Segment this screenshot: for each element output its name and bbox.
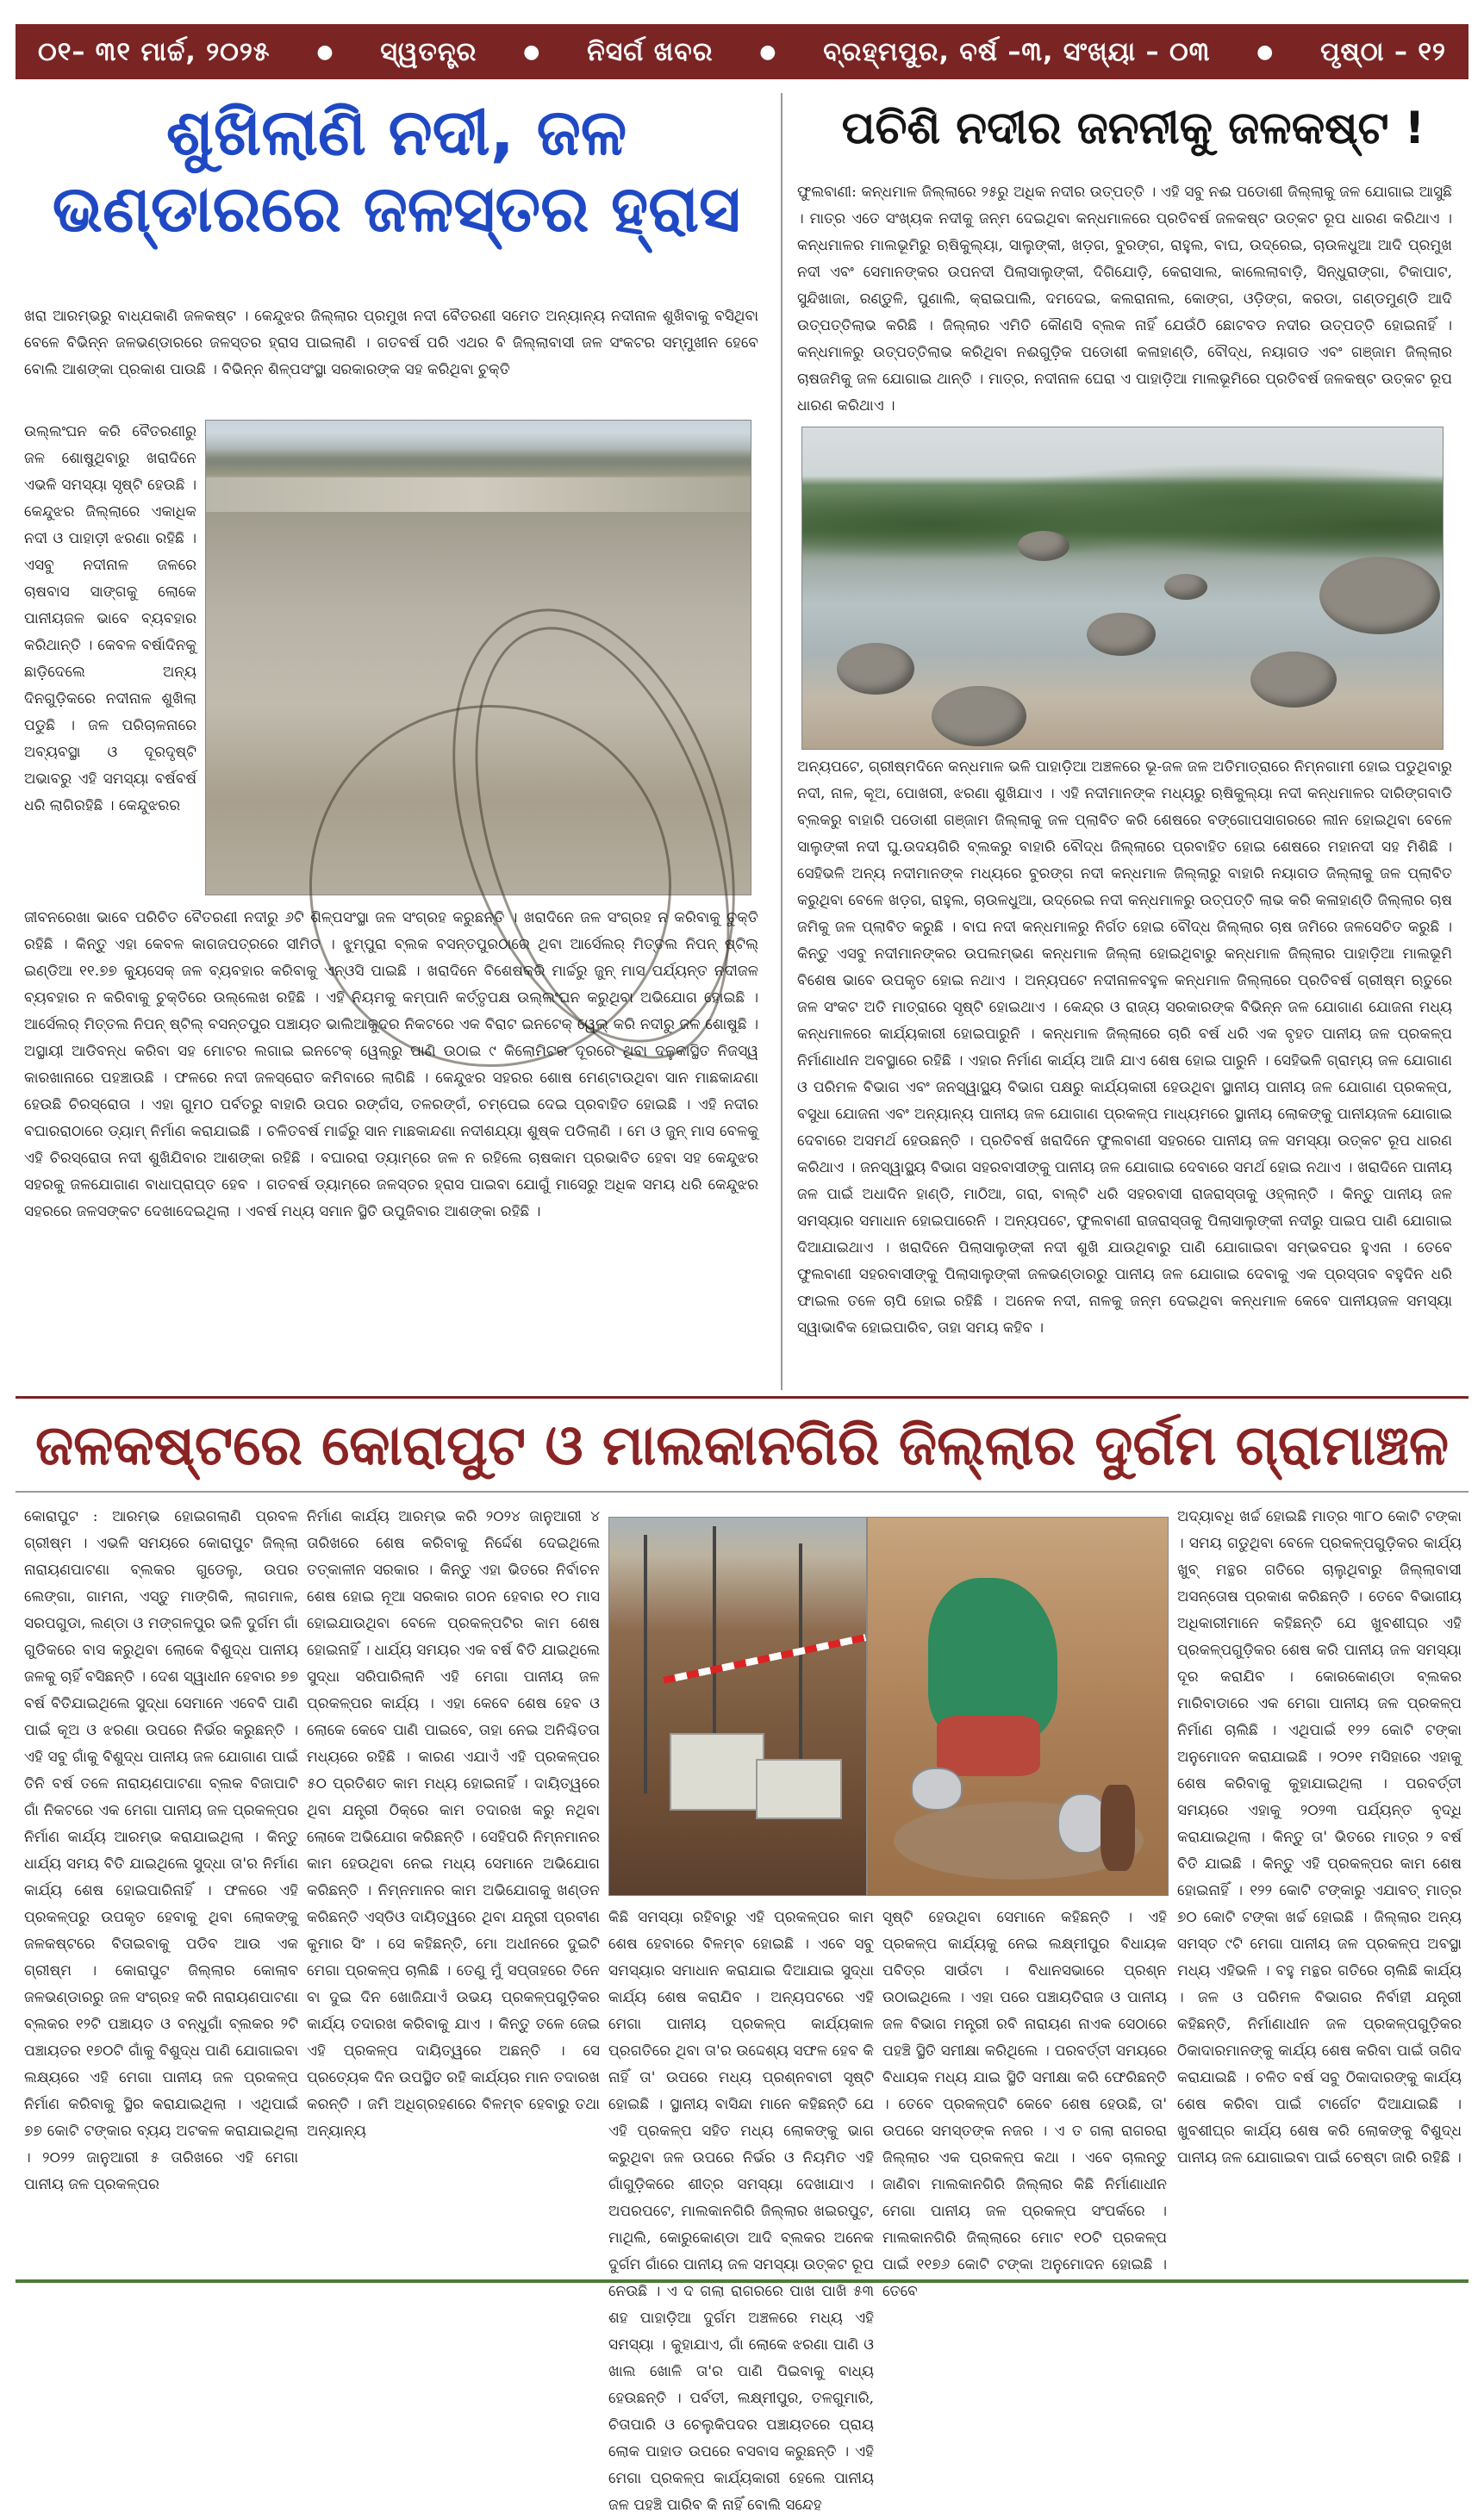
section-rule [16, 1396, 1468, 1399]
page-number: ପୃଷ୍ଠା – ୧୨ [1320, 36, 1446, 67]
woman-fetching-water-photo [867, 1517, 1169, 1896]
river-rocks-photo [801, 427, 1443, 750]
article1-body: ଜୀବନରେଖା ଭାବେ ପରିଚିତ ବୈତରଣୀ ନଦୀରୁ ୬ଟି ଶିଳ୍ପସଂସ୍ଥା ଜଳ ସଂଗ୍ରହ କରୁଛନ୍ତି । ଖରାଦିନେ ଜଳ ସଂଗ୍ରହ ନ କରିବାକୁ ଚୁକ୍ତି ରହିଛି । କିନ୍ତୁ ଏହା କେବଳ କାଗଜପତ୍ରରେ ସୀମିତ । ଝୁମ୍ପୁରା ବ୍ଲକ ବସନ୍ତପୁରଠାରେ ଥିବା ଆର୍ସେଲର୍ ମିତ୍ତଲ ନିପନ୍ ଷ୍ଟିଲ୍ ଇଣ୍ଡିଆ ୧୧.୭୭ କ୍ୟୁସେକ୍ ଜଳ ବ୍ୟବହାର କରିବାକୁ ଏନ୍ଓସି ପାଇଛି । ଖରାଦିନେ ବିଶେଷକରି ମାର୍ଚ୍ଚରୁ ଜୁନ୍ ମାସ ପର୍ଯ୍ୟନ୍ତ ନଦୀଜଳ ବ୍ୟବହାର ନ କରିବାକୁ ଚୁକ୍ତିରେ ଉଲ୍ଲେଖ ରହିଛି । ଏହି ନିୟମକୁ କମ୍ପାନି କର୍ତ୍ତୃପକ୍ଷ ଉଲ୍ଲଂଘନ କରୁଥିବା ଅଭିଯୋଗ ହୋଇଛି । ଆର୍ସେଲର୍ ମିତ୍ତଲ ନିପନ୍ ଷ୍ଟିଲ୍ ବସନ୍ତପୁର ପଞ୍ଚାୟତ ଭାଲିଆକୁଦର ନିକଟରେ ଏକ ବିରାଟ ଇନଟେକ୍ ୱେଲ୍ କରି ନଦୀରୁ ଜଳ ଶୋଷୁଛି । ଅସ୍ଥାୟୀ ଆଡିବନ୍ଧ କରିବା ସହ ମୋଟର ଲଗାଇ ଇନଟେକ୍ ୱେଲ୍ରୁ ପାଣି ଉଠାଇ ୯ କିଲୋମିଟର ଦୂରରେ ଥିବା ଦଳୁକାସ୍ଥିତ ନିଜସ୍ୱ କାରଖାନାରେ ପହଞ୍ଚାଉଛି । ଫଳରେ ନଦୀ ଜଳସ୍ରୋତ କମିବାରେ ଲାଗିଛି । କେନ୍ଦୁଝର ସହରର ଶୋଷ ମେଣ୍ଟାଉଥିବା ସାନ ମାଛକାନ୍ଦଣା ହେଉଛି ଚିରସ୍ରୋତା । ଏହା ଗୁମଠ ପର୍ବତରୁ ବାହାରି ଉପର ରଙ୍ଗଁସ, ତଳରଙ୍ଗଁ, ଚମ୍ପେଇ ଦେଇ ପ୍ରବାହିତ ହୋଇଛି । ଏହି ନଦୀର ବଘାରରାଠାରେ ଡ୍ୟାମ୍ ନିର୍ମାଣ କରାଯାଇଛି । ଚଳିତବର୍ଷ ମାର୍ଚ୍ଚରୁ ସାନ ମାଛକାନ୍ଦଣା ନଦୀଶଯ୍ୟା ଶୁଷ୍କ ପଡିଲାଣି । ମେ ଓ ଜୁନ୍ ମାସ ବେଳକୁ ଏହି ଚିରସ୍ରୋତା ନଦୀ ଶୁଖିଯିବାର ଆଶଙ୍କା ରହିଛି । ବଘାରରା ଡ୍ୟାମ୍ରେ ଜଳ ନ ରହିଲେ ଚାଷକାମ ପ୍ରଭାବିତ ହେବା ସହ କେନ୍ଦୁଝର ସହରକୁ ଜଳଯୋଗାଣ ବାଧାପ୍ରାପ୍ତ ହେବ । ଗତବର୍ଷ ଡ୍ୟାମ୍ରେ ଜଳସ୍ତର ହ୍ରାସ ପାଇବା ଯୋଗୁଁ ମାସେରୁ ଅଧିକ ସମୟ ଧରି କେନ୍ଦୁଝର ସହରରେ ଜଳସଙ୍କଟ ଦେଖାଦେଇଥିଲା । ଏବର୍ଷ ମଧ୍ୟ ସମାନ ସ୍ଥିତି ଉପୁଜିବାର ଆଶଙ୍କା ରହିଛି । [24, 909, 758, 1220]
article3-col4: ସୃଷ୍ଟି ହେଉଥିବା ସେମାନେ କହିଛନ୍ତି । ଏହି ପ୍ରକଳ୍ପ କାର୍ଯ୍ୟକୁ ନେଇ ଲକ୍ଷ୍ମୀପୁର ବିଧାୟକ ପବିତ୍ର ସାଉଁଟା । ବିଧାନସଭାରେ ପ୍ରଶ୍ନ ଉଠାଇଥିଲେ । ଏହା ପରେ ପଞ୍ଚାୟତିରାଜ ଓ ପାନୀୟ ଜଳ ବିଭାଗ ମନ୍ତ୍ରୀ ରବି ନାରାୟଣ ନାଏକ ସେଠାରେ ପହଞ୍ଚି ସ୍ଥିତି ସମୀକ୍ଷା କରିଥିଲେ । ପରବର୍ତ୍ତୀ ସମୟରେ ବିଧାୟକ ମଧ୍ୟ ଯାଇ ସ୍ଥିତି ସମୀକ୍ଷା କରି ଫେରିଛନ୍ତି । ତେବେ ପ୍ରକଳ୍ପଟି କେବେ ଶେଷ ହେଉଛି, ତା' ଉପରେ ସମସ୍ତଙ୍କ ନଜର । ଏ ତ ଗଲା ରାଗରରା ଜିଲ୍ଲାର ଏକ ପ୍ରକଳ୍ପ କଥା । ଏବେ ଚାଲନ୍ତୁ ଜାଣିବା ମାଲକାନଗିରି ଜିଲ୍ଲାର କିଛି ନିର୍ମାଣାଧୀନ ମେଗା ପାନୀୟ ଜଳ ପ୍ରକଳ୍ପ ସଂପର୍କରେ । ମାଲକାନଗିରି ଜିଲ୍ଲାରେ ମୋଟ ୧୦ଟି ପ୍ରକଳ୍ପ ପାଇଁ ୧୧୭୬ କୋଟି ଟଙ୍କା ଅନୁମୋଦନ ହୋଇଛି । ତେବେ [882, 1909, 1167, 2300]
article3-col3: କିଛି ସମସ୍ୟା ରହିବାରୁ ଏହି ପ୍ରକଳ୍ପର କାମ ଶେଷ ହେବାରେ ବିଳମ୍ବ ହୋଇଛି । ଏବେ ସବୁ ସମସ୍ୟାର ସମାଧାନ କରାଯାଇ ଦିଆଯାଇ ସୁଦ୍ଧା କାର୍ଯ୍ୟ ଶେଷ କରାଯିବ । ଅନ୍ୟପଟରେ ଏହି ମେଗା ପାନୀୟ ପ୍ରକଳ୍ପ କାର୍ଯ୍ୟକାଳ ପ୍ରଗତିରେ ଥିବା ତା'ର ଉଦ୍ଦେଶ୍ୟ ସଫଳ ହେବ କି ନାହିଁ ତା' ଉପରେ ମଧ୍ୟ ପ୍ରଶ୍ନବାଚୀ ସୃଷ୍ଟି ହୋଇଛି । ସ୍ଥାନୀୟ ବାସିନ୍ଦା ମାନେ କହିଛନ୍ତି ଯେ ଏହି ପ୍ରକଳ୍ପ ସହିତ ମଧ୍ୟ ଲୋକଙ୍କୁ ଭାଗ କରୁଥିବା ଜଳ ଉପରେ ନିର୍ଭର ଓ ନିୟମିତ ଏହି ଗାଁଗୁଡ଼ିକରେ ଶୀତ୍ର ସମସ୍ୟା ଦେଖାଯାଏ । ଅପରପଟେ, ମାଲକାନଗିରି ଜିଲ୍ଲାର ଖଇରପୁଟ, ମାଥିଲି, କୋରୁକୋଣ୍ଡା ଆଦି ବ୍ଲକର ଅନେକ ଦୁର୍ଗମ ଗାଁରେ ପାନୀୟ ଜଳ ସମସ୍ୟା ଉତ୍କଟ ରୂପ ନେଉଛି । ଏ ଦ ଗଲା ରାଗରରେ ପାଖ ପାଖି ୫୩ ଶହ ପାହାଡ଼ିଆ ଦୁର୍ଗମ ଅଞ୍ଚଳରେ ମଧ୍ୟ ଏହି ସମସ୍ୟା । କୁହାଯାଏ, ଗାଁ ଲୋକେ ଝରଣା ପାଣି ଓ ଖାଲ ଖୋଳି ତା'ର ପାଣି ପିଇବାକୁ ବାଧ୍ୟ ହେଉଛନ୍ତି । ପର୍ବତୀ, ଲକ୍ଷ୍ମୀପୁର, ତଳଗୁମାରି, ଚିତାପାରି ଓ ଚେଲୁକିପଦର ପଞ୍ଚାୟତରେ ପ୍ରାୟ ଲୋକ ପାହାଡ ଉପରେ ବସବାସ କରୁଛନ୍ତି । ଏହି ମେଗା ପ୍ରକଳ୍ପ କାର୍ଯ୍ୟକାରୀ ହେଲେ ପାନୀୟ ଜଳ ପହଞ୍ଚି ପାରିବ କି ନାହିଁ ବୋଲି ସନ୍ଦେହ [608, 1909, 874, 2514]
article3-col5: ଅଦ୍ୟାବଧି ଖର୍ଚ୍ଚ ହୋଇଛି ମାତ୍ର ୩୮୦ କୋଟି ଟଙ୍କା । ସମୟ ଗଡୁଥିବା ବେଳେ ପ୍ରକଳ୍ପଗୁଡ଼ିକର କାର୍ଯ୍ୟ ଖୁବ୍ ମନ୍ଥର ଗତିରେ ଚାଲୁଥିବାରୁ ଜିଲ୍ଲାବାସୀ ଅସନ୍ତୋଷ ପ୍ରକାଶ କରିଛନ୍ତି । ତେବେ ବିଭାଗୀୟ ଅଧିକାରୀମାନେ କହିଛନ୍ତି ଯେ ଖୁବଶୀଘ୍ର ଏହି ପ୍ରକଳ୍ପଗୁଡ଼ିକର ଶେଷ କରି ପାନୀୟ ଜଳ ସମସ୍ୟା ଦୂର କରାଯିବ । କୋରକୋଣ୍ଡା ବ୍ଲକର ମାରିବାଡାରେ ଏକ ମେଗା ପାନୀୟ ଜଳ ପ୍ରକଳ୍ପ ନିର୍ମାଣ ଚାଲିଛି । ଏଥିପାଇଁ ୧୨୨ କୋଟି ଟଙ୍କା ଅନୁମୋଦନ କରାଯାଇଛି । ୨୦୨୧ ମସିହାରେ ଏହାକୁ ଶେଷ କରିବାକୁ କୁହାଯାଇଥିଲା । ପରବର୍ତ୍ତୀ ସମୟରେ ଏହାକୁ ୨୦୨୩ ପର୍ଯ୍ୟନ୍ତ ବୃଦ୍ଧି କରାଯାଇଥିଲା । କିନ୍ତୁ ତା' ଭିତରେ ମାତ୍ର ୨ ବର୍ଷ ବିତି ଯାଇଛି । କିନ୍ତୁ ଏହି ପ୍ରକଳ୍ପର କାମ ଶେଷ ହୋଇନାହିଁ । ୧୨୨ କୋଟି ଟଙ୍କାରୁ ଏଯାବତ୍ ମାତ୍ର ୭୦ କୋଟି ଟଙ୍କା ଖର୍ଚ୍ଚ ହୋଇଛି । ଜିଲ୍ଲାର ଅନ୍ୟ ସମସ୍ତ ୯ଟି ମେଗା ପାନୀୟ ଜଳ ପ୍ରକଳ୍ପ ଅବସ୍ଥା ମଧ୍ୟ ଏହିଭଳି । ବହୁ ମନ୍ଥର ଗତିରେ ଚାଲିଛି କାର୍ଯ୍ୟ । ଜଳ ଓ ପରିମଳ ବିଭାଗର ନିର୍ବାହୀ ଯନ୍ତ୍ରୀ କହିଛନ୍ତି, ନିର୍ମାଣାଧୀନ ଜଳ ପ୍ରକଳ୍ପଗୁଡ଼ିକର ଠିକାଦାରମାନଙ୍କୁ କାର୍ଯ୍ୟ ଶେଷ କରିବା ପାଇଁ ତାଗିଦ କରାଯାଇଛି । ଚଳିତ ବର୍ଷ ସବୁ ଠିକାଦାରଙ୍କୁ କାର୍ଯ୍ୟ ଶେଷ କରିବା ପାଇଁ ଟାର୍ଗେଟ ଦିଆଯାଇଛି । ଖୁବଶୀଘ୍ର କାର୍ଯ୍ୟ ଶେଷ କରି ଲୋକଙ୍କୁ ବିଶୁଦ୍ଧ ପାନୀୟ ଜଳ ଯୋଗାଇବା ପାଇଁ ଚେଷ୍ଟା ଜାରି ରହିଛି । [1177, 1508, 1462, 2167]
article1-left-column: ଉଲ୍ଲଂଘନ କରି ବୈତରଣୀରୁ ଜଳ ଶୋଷୁଥିବାରୁ ଖରାଦିନେ ଏଭଳି ସମସ୍ୟା ସୃଷ୍ଟି ହେଉଛି । କେନ୍ଦୁଝର ଜିଲ୍ଲାରେ ଏକାଧିକ ନଦୀ ଓ ପାହାଡ଼ୀ ଝରଣା ରହିଛି । ଏସବୁ ନଦୀନାଳ ଜଳରେ ଚାଷବାସ ସାଙ୍ଗକୁ ଲୋକେ ପାନୀୟଜଳ ଭାବେ ବ୍ୟବହାର କରିଥାନ୍ତି । କେବଳ ବର୍ଷାଦିନକୁ ଛାଡ଼ିଦେଲେ ଅନ୍ୟ ଦିନଗୁଡ଼ିକରେ ନଦୀନାଳ ଶୁଖିଲା ପଡୁଛି । ଜଳ ପରିଚାଳନାରେ ଅବ୍ୟବସ୍ଥା ଓ ଦୂରଦୃଷ୍ଟି ଅଭାବରୁ ଏହି ସମସ୍ୟା ବର୍ଷବର୍ଷ ଧରି ଲାଗିରହିଛି । କେନ୍ଦୁଝରର [24, 423, 196, 814]
masthead-bar [16, 24, 1468, 79]
article2-headline: ପଚିଶି ନଦୀର ଜନନୀକୁ ଜଳକଷ୍ଟ ! [841, 103, 1425, 154]
issue-date: ୦୧– ୩୧ ମାର୍ଚ୍ଚ, ୨୦୨୫ [38, 36, 271, 67]
separator-dot: ● [1256, 41, 1275, 63]
bottom-rule [16, 2279, 1468, 2283]
article1-headline: ଶୁଖିଲାଣି ନଦୀ, ଜଳ ଭଣ୍ଡାରରେ ଜଳସ୍ତର ହ୍ରାସ [52, 96, 741, 246]
article2-body: ଅନ୍ୟପଟେ, ଗ୍ରୀଷ୍ମଦିନେ କନ୍ଧମାଳ ଭଳି ପାହାଡ଼ିଆ ଅଞ୍ଚଳରେ ଭୂ-ଜଳ ଜଳ ଅତିମାତ୍ରାରେ ନିମ୍ନଗାମୀ ହୋଇ ପଡୁଥିବାରୁ ନଦୀ, ନାଳ, କୂଅ, ପୋଖରୀ, ଝରଣା ଶୁଖିଯାଏ । ଏହି ନଦୀମାନଙ୍କ ମଧ୍ୟରୁ ଋଷିକୁଲ୍ୟା ନଦୀ କନ୍ଧମାଳର ଦାରିଙ୍ଗବାଡି ବ୍ଲକରୁ ବାହାରି ପଡୋଶୀ ଗଞ୍ଜାମ ଜିଲ୍ଲାକୁ ଜଳ ପ୍ଲାବିତ କରି ଶେଷରେ ବଙ୍ଗୋପସାଗରରେ ଲୀନ ହୋଇଥିବା ବେଳେ ସାଲୁଙ୍କୀ ନଦୀ ଘୁ.ଉଦୟଗିରି ବ୍ଲକରୁ ବାହାରି ବୌଦ୍ଧ ଜିଲ୍ଲାରେ ପ୍ରବାହିତ ହୋଇ ଶେଷରେ ମହାନଦୀ ସହ ମିଶିଛି । ସେହିଭଳି ଅନ୍ୟ ନଦୀମାନଙ୍କ ମଧ୍ୟରେ ବୁରଙ୍ଗ ନଦୀ କନ୍ଧମାଳ ଜିଲ୍ଲାରୁ ବାହାରି ନୟାଗଡ ଜିଲ୍ଲାକୁ ଜଳ ପ୍ଲାବିତ କରୁଥିବା ବେଳେ ଖଡ଼ଗ, ରାହୁଲ, ଚାଉଳଧୁଆ, ଉଦ୍ରେଇ ନଦୀ କନ୍ଧମାଳରୁ ଉତ୍ପତ୍ତି ଲାଭ କରି କଳାହାଣ୍ଡି ଜିଲ୍ଲାର ଚାଷ ଜମିକୁ ଜଳ ପ୍ଲାବିତ କରୁଛି । ବାଘ ନଦୀ କନ୍ଧମାଳରୁ ନିର୍ଗତ ହୋଇ ବୌଦ୍ଧ ଜିଲ୍ଲାର ଚାଷ ଜମିରେ ଜଳସେଚିତ କରୁଛି । କିନ୍ତୁ ଏସବୁ ନଦୀମାନଙ୍କର ଉପଲମ୍ଭଣ କନ୍ଧମାଳ ଜିଲ୍ଲା ହୋଇଥିବାରୁ କନ୍ଧମାଳ ଜିଲ୍ଲାର ପାହାଡ଼ିଆ ମାଲଭୂମି ବିଶେଷ ଭାବେ ଉପକୃତ ହୋଇ ନଥାଏ । ଅନ୍ୟପଟେ ନଦୀନାଳବହୁଳ କନ୍ଧମାଳ ଜିଲ୍ଲାରେ ପ୍ରତିବର୍ଷ ଗ୍ରୀଷ୍ମ ଋତୁରେ ଜଳ ସଂକଟ ଅତି ମାତ୍ରାରେ ସୃଷ୍ଟି ହୋଇଥାଏ । କେନ୍ଦ୍ର ଓ ରାଜ୍ୟ ସରକାରଙ୍କ ବିଭିନ୍ନ ଜଳ ଯୋଗାଣ ଯୋଜନା ମଧ୍ୟ କନ୍ଧମାଳରେ କାର୍ଯ୍ୟକାରୀ ହୋଇପାରୁନି । କନ୍ଧମାଳ ଜିଲ୍ଲାରେ ଚାରି ବର୍ଷ ଧରି ଏକ ବୃହତ ପାନୀୟ ଜଳ ପ୍ରକଳ୍ପ ନିର୍ମାଣାଧୀନ ଅବସ୍ଥାରେ ରହିଛି । ଏହାର ନିର୍ମାଣ କାର୍ଯ୍ୟ ଆଜି ଯାଏ ଶେଷ ହୋଇ ପାରୁନି । ସେହିଭଳି ଗ୍ରାମ୍ୟ ଜଳ ଯୋଗାଣ ଓ ପରିମଳ ବିଭାଗ ଏବଂ ଜନସ୍ୱାସ୍ଥ୍ୟ ବିଭାଗ ପକ୍ଷରୁ କାର୍ଯ୍ୟକାରୀ ହେଉଥିବା ସ୍ଥାନୀୟ ପାନୀୟ ଜଳ ଯୋଗାଣ ପ୍ରକଳ୍ପ, ବସୁଧା ଯୋଜନା ଏବଂ ଅନ୍ୟାନ୍ୟ ପାନୀୟ ଜଳ ଯୋଗାଣ ପ୍ରକଳ୍ପ ମାଧ୍ୟମରେ ସ୍ଥାନୀୟ ଲୋକଙ୍କୁ ପାନୀୟଜଳ ଯୋଗାଇ ଦେବାରେ ଅସମର୍ଥ ହେଉଛନ୍ତି । ପ୍ରତିବର୍ଷ ଖରାଦିନେ ଫୁଲବାଣୀ ସହରରେ ପାନୀୟ ଜଳ ସମସ୍ୟା ଉତ୍କଟ ରୂପ ଧାରଣ କରିଥାଏ । ଜନସ୍ୱାସ୍ଥ୍ୟ ବିଭାଗ ସହରବାସୀଙ୍କୁ ପାନୀୟ ଜଳ ଯୋଗାଇ ଦେବାରେ ସମର୍ଥ ହୋଇ ନଥାଏ । ଖରାଦିନେ ପାନୀୟ ଜଳ ପାଇଁ ଅଧାଦିନ ହାଣ୍ଡି, ମାଠିଆ, ଗରା, ବାଲ୍ଟି ଧରି ସହରବାସୀ ରାଜରାସ୍ତାକୁ ଓହ୍ଲାନ୍ତି । କିନ୍ତୁ ପାନୀୟ ଜଳ ସମସ୍ୟାର ସମାଧାନ ହୋଇପାରେନି । ଅନ୍ୟପଟେ, ଫୁଲବାଣୀ ରାଜରାସ୍ତାକୁ ପିଲାସାଲୁଙ୍କୀ ନଦୀରୁ ପାଇପ ପାଣି ଯୋଗାଇ ଦିଆଯାଇଥାଏ । ଖରାଦିନେ ପିଲାସାଲୁଙ୍କୀ ନଦୀ ଶୁଖି ଯାଉଥିବାରୁ ପାଣି ଯୋଗାଇବା ସମ୍ଭବପର ହୁଏନା । ତେବେ ଫୁଲବାଣୀ ସହରବାସୀଙ୍କୁ ପିଲାସାଲୁଙ୍କୀ ଜଳଭଣ୍ଡାରରୁ ପାନୀୟ ଜଳ ଯୋଗାଇ ଦେବାକୁ ଏକ ପ୍ରସ୍ତାବ ବହୁଦିନ ଧରି ଫାଇଲ ତଳେ ଚାପି ହୋଇ ରହିଛି । ଅନେକ ନଦୀ, ନାଳକୁ ଜନ୍ମ ଦେଇଥିବା କନ୍ଧମାଳ କେବେ ପାନୀୟଜଳ ସମସ୍ୟା ସ୍ୱାଭାବିକ ହୋଇପାରିବ, ତାହା ସମୟ କହିବ । [797, 758, 1452, 1337]
article3-col2: ନିର୍ମାଣ କାର୍ଯ୍ୟ ଆରମ୍ଭ କରି ୨୦୨୪ ଜାନୁଆରୀ ୪ ତାରିଖରେ ଶେଷ କରିବାକୁ ନିର୍ଦ୍ଦେଶ ଦେଇଥିଲେ ତତ୍କାଳୀନ ସରକାର । କିନ୍ତୁ ଏହା ଭିତରେ ନିର୍ବାଚନ ଶେଷ ହୋଇ ନୂଆ ସରକାର ଗଠନ ହେବାର ୧୦ ମାସ ହୋଇଯାଉଥିବା ବେଳେ ପ୍ରକଳ୍ପଟିର କାମ ଶେଷ ହୋଇନାହିଁ । ଧାର୍ଯ୍ୟ ସମୟର ଏକ ବର୍ଷ ବିତି ଯାଇଥିଲେ ସୁଦ୍ଧା ସରିପାରିଲାନି ଏହି ମେଗା ପାନୀୟ ଜଳ ପ୍ରକଳ୍ପର କାର୍ଯ୍ୟ । ଏହା କେବେ ଶେଷ ହେବ ଓ ଲୋକେ କେବେ ପାଣି ପାଇବେ, ତାହା ନେଇ ଅନିଶ୍ଚିତତା ମଧ୍ୟରେ ରହିଛି । କାରଣ ଏଯାଏଁ ଏହି ପ୍ରକଳ୍ପର ୫୦ ପ୍ରତିଶତ କାମ ମଧ୍ୟ ହୋଇନାହିଁ । ଦାୟିତ୍ୱରେ ଥିବା ଯନ୍ତ୍ରୀ ଠିକ୍ରେ କାମ ତଦାରଖ କରୁ ନଥିବା ଲୋକେ ଅଭିଯୋଗ କରିଛନ୍ତି । ସେହିପରି ନିମ୍ନମାନର କାମ ହେଉଥିବା ନେଇ ମଧ୍ୟ ସେମାନେ ଅଭିଯୋଗ କରିଛନ୍ତି । ନିମ୍ନମାନର କାମ ଅଭିଯୋଗକୁ ଖଣ୍ଡନ କରିଛନ୍ତି ଏସ୍ଡିଓ ଦାୟିତ୍ୱରେ ଥିବା ଯନ୍ତ୍ରୀ ପ୍ରବୀଣ କୁମାର ସିଂ । ସେ କହିଛନ୍ତି, ମୋ ଅଧୀନରେ ଦୁଇଟି ମେଗା ପ୍ରକଳ୍ପ ଚାଲିଛି । ତେଣୁ ମୁଁ ସପ୍ତାହରେ ତିନେ ବା ଦୁଇ ଦିନ ଖୋଜିଯାଏଁ ଉଭୟ ପ୍ରକଳ୍ପଗୁଡ଼ିକର କାର୍ଯ୍ୟ ତଦାରଖ କରିବାକୁ ଯାଏ । କିନ୍ତୁ ତଳେ ଜେଇ ଏହି ପ୍ରକଳ୍ପ ଦାୟିତ୍ୱରେ ଅଛନ୍ତି । ସେ ପ୍ରତ୍ୟେକ ଦିନ ଉପସ୍ଥିତ ରହି କାର୍ଯ୍ୟର ମାନ ତଦାରଖ କରନ୍ତି । ଜମି ଅଧିଗ୍ରହଣରେ ବିଳମ୍ବ ହେବାରୁ ତଥା ଅନ୍ୟାନ୍ୟ [307, 1508, 600, 2140]
article1-intro: ଖରା ଆରମ୍ଭରୁ ବାଧ୍ଯକାଣି ଜଳକଷ୍ଟ । କେନ୍ଦୁଝର ଜିଲ୍ଲାର ପ୍ରମୁଖ ନଦୀ ବୈତରଣୀ ସମେତ ଅନ୍ୟାନ୍ୟ ନଦୀନାଳ ଶୁଖିବାକୁ ବସିଥିବା ବେଳେ ବିଭିନ୍ନ ଜଳଭଣ୍ଡାରରେ ଜଳସ୍ତର ହ୍ରାସ ପାଇଲାଣି । ଗତବର୍ଷ ପରି ଏଥର ବି ଜିଲ୍ଲାବାସୀ ଜଳ ସଂକଟର ସମ୍ମୁଖୀନ ହେବେ ବୋଲି ଆଶଙ୍କା ପ୍ରକାଶ ପାଉଛି । ବିଭିନ୍ନ ଶିଳ୍ପସଂସ୍ଥା ସରକାରଙ୍କ ସହ କରିଥିବା ଚୁକ୍ତି [24, 308, 758, 378]
construction-site-photo [608, 1517, 867, 1896]
article2-intro: ଫୁଲବାଣୀ: କନ୍ଧମାଳ ଜିଲ୍ଲାରେ ୨୫ରୁ ଅଧିକ ନଦୀର ଉତ୍ପତ୍ତି । ଏହି ସବୁ ନଈ ପଡୋଶୀ ଜିଲ୍ଲାକୁ ଜଳ ଯୋଗାଇ ଆସୁଛି । ମାତ୍ର ଏତେ ସଂଖ୍ୟକ ନଦୀକୁ ଜନ୍ମ ଦେଇଥିବା କନ୍ଧମାଳରେ ପ୍ରତିବର୍ଷ ଜଳକଷ୍ଟ ଉତ୍କଟ ରୂପ ଧାରଣ କରିଥାଏ । କନ୍ଧମାଳର ମାଲଭୂମିରୁ ଋଷିକୁଲ୍ୟା, ସାଲୁଙ୍କୀ, ଖଡ଼ଗ, ବୁରଙ୍ଗ, ରାହୁଲ, ବାଘ, ଉଦ୍ରେଇ, ଚାଉଳଧୁଆ ଆଦି ପ୍ରମୁଖ ନଦୀ ଏବଂ ସେମାନଙ୍କର ଉପନଦୀ ପିଲାସାଲୁଙ୍କୀ, ଦିଗିଯୋଡ଼ି, କେରାସାଲ, କାଲେଲାବାଡ଼ି, ସିନ୍ଧୁରାଙ୍ଗା, ଟିକାପାଟ, ସୁନ୍ଦିଖାଜା, ରଣ୍ଡୁଳି, ପୁଣାଲି, କ୍ରାଇପାଲି, ଦମଦେଇ, କଲରାନାଲ, କୋଙ୍ଗ, ଓଡ଼ିଙ୍ଗ, କରଡା, ଗଣ୍ଡମୁଣ୍ଡି ଆଦି ଉତ୍ପତ୍ତିଲାଭ କରିଛି । ଜିଲ୍ଲାର ଏମିତି କୌଣସି ବ୍ଲକ ନାହିଁ ଯେଉଁଠି ଛୋଟବଡ ନଦୀର ଉତ୍ପତ୍ତି ହୋଇନାହିଁ । କନ୍ଧମାଳରୁ ଉତ୍ପତ୍ତିଲାଭ କରିଥିବା ନଈଗୁଡ଼ିକ ପଡୋଶୀ କଳାହାଣ୍ଡି, ବୌଦ୍ଧ, ନୟାଗଡ ଏବଂ ଗଞ୍ଜାମ ଜିଲ୍ଲାର ଚାଷଜମିକୁ ଜଳ ଯୋଗାଇ ଥାନ୍ତି । ମାତ୍ର, ନଦୀନାଳ ଘେରା ଏ ପାହାଡ଼ିଆ ମାଲଭୂମିରେ ପ୍ରତିବର୍ଷ ଜଳକଷ୍ଟ ଉତ୍କଟ ରୂପ ଧାରଣ କରିଥାଏ । [797, 184, 1452, 415]
article3-headline: ଜଳକଷ୍ଟରେ କୋରାପୁଟ ଓ ମାଲକାନଗିରି ଜିଲ୍ଲାର ଦୁର୍ଗମ ଗ୍ରାମାଞ୍ଚଳ [34, 1414, 1450, 1478]
headline-rule [16, 1491, 1468, 1493]
column-divider [781, 93, 783, 1390]
section-name: ନିସର୍ଗ ଖବର [587, 36, 714, 67]
separator-dot: ● [316, 41, 334, 63]
dry-riverbed-photo [205, 420, 751, 895]
tagline: ସ୍ୱତନ୍ତ୍ର [380, 36, 477, 67]
separator-dot: ● [523, 41, 541, 63]
place-volume: ବ୍ରହ୍ମପୁର, ବର୍ଷ –୩, ସଂଖ୍ୟା – ୦୩ [823, 36, 1211, 67]
article3-col1: କୋରାପୁଟ : ଆରମ୍ଭ ହୋଇଗଲାଣି ପ୍ରବଳ ଗ୍ରୀଷ୍ମ । ଏଭଳି ସମୟରେ କୋରାପୁଟ ଜିଲ୍ଲା ନାରାୟଣପାଟଣା ବ୍ଲକର ଗୁଡେଲୁ, ଉପର ଲେଙ୍ଗା, ଗାମନା, ଏସ୍ତୁ ମାଙ୍ଗିକି, ଲାଗମାଳ, ସରପଗୁଡା, ଲଣ୍ଡା ଓ ମଙ୍ଗଳପୁର ଭଳି ଦୁର୍ଗମ ଗାଁ ଗୁଡିକରେ ବାସ କରୁଥିବା ଲୋକେ ବିଶୁଦ୍ଧ ପାନୀୟ ଜଳକୁ ଚାହିଁ ବସିଛନ୍ତି । ଦେଶ ସ୍ୱାଧୀନ ହେବାର ୭୭ ବର୍ଷ ବିତିଯାଇଥିଲେ ସୁଦ୍ଧା ସେମାନେ ଏବେବି ପାଣି ପାଇଁ କୂଅ ଓ ଝରଣା ଉପରେ ନିର୍ଭର କରୁଛନ୍ତି । ଏହି ସବୁ ଗାଁକୁ ବିଶୁଦ୍ଧ ପାନୀୟ ଜଳ ଯୋଗାଣ ପାଇଁ ତିନି ବର୍ଷ ତଳେ ନାରାୟଣପାଟଣା ବ୍ଲକ ବିଜାପାଟି ଗାଁ ନିକଟରେ ଏକ ମେଗା ପାନୀୟ ଜଳ ପ୍ରକଳ୍ପର ନିର୍ମାଣ କାର୍ଯ୍ୟ ଆରମ୍ଭ କରାଯାଇଥିଲା । କିନ୍ତୁ ଧାର୍ଯ୍ୟ ସମୟ ବିତି ଯାଇଥିଲେ ସୁଦ୍ଧା ତା'ର ନିର୍ମାଣ କାର୍ଯ୍ୟ ଶେଷ ହୋଇପାରିନାହିଁ । ଫଳରେ ଏହି ପ୍ରକଳ୍ପରୁ ଉପକୃତ ହେବାକୁ ଥିବା ଲୋକଙ୍କୁ ଜଳକଷ୍ଟରେ ବିତାଇବାକୁ ପଡିବ ଆଉ ଏକ ଗ୍ରୀଷ୍ମ । କୋରାପୁଟ ଜିଲ୍ଲାର କୋଲାବ ଜଳଭଣ୍ଡାରରୁ ଜଳ ସଂଗ୍ରହ କରି ନାରାୟଣପାଟଣା ବ୍ଲକର ୧୨ଟି ପଞ୍ଚାୟତ ଓ ବନ୍ଧୁଗାଁ ବ୍ଲକର ୨ଟି ପଞ୍ଚାୟତର ୧୭୦ଟି ଗାଁକୁ ବିଶୁଦ୍ଧ ପାଣି ଯୋଗାଇବା ଲକ୍ଷ୍ୟରେ ଏହି ମେଗା ପାନୀୟ ଜଳ ପ୍ରକଳ୍ପ ନିର୍ମାଣ କରିବାକୁ ସ୍ଥିର କରାଯାଇଥିଲା । ଏଥିପାଇଁ ୭୭ କୋଟି ଟଙ୍କାର ବ୍ୟୟ ଅଟକଳ କରାଯାଇଥିଲା । ୨୦୨୨ ଜାନୁଆରୀ ୫ ତାରିଖରେ ଏହି ମେଗା ପାନୀୟ ଜଳ ପ୍ରକଳ୍ପର [24, 1508, 298, 2193]
separator-dot: ● [759, 41, 777, 63]
